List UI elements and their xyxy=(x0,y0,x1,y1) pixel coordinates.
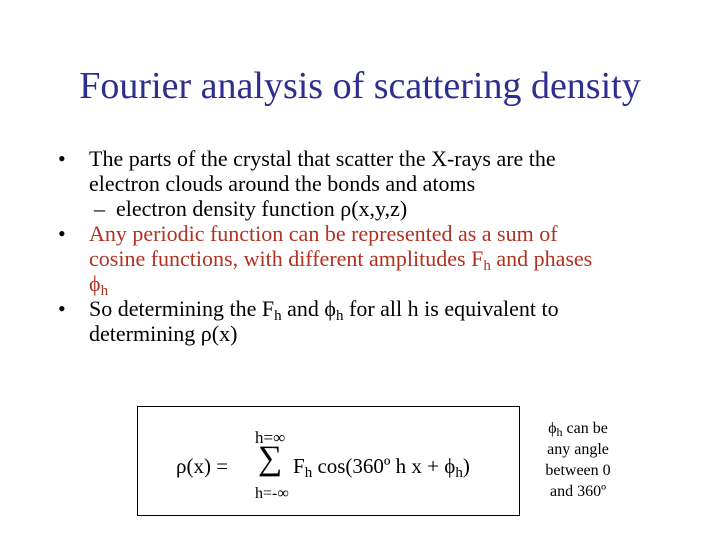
formula-rhs-b: cos(360º h x + ϕ xyxy=(312,454,456,478)
bullet-2-line-2 xyxy=(89,246,678,274)
sub-bullet-1 xyxy=(58,196,678,221)
bullet-2-line-2-a: cosine functions, with different amplitudes F xyxy=(89,246,484,271)
bullet-1-line-2: electron clouds around the bonds and atoms xyxy=(89,171,476,196)
bullet-1-line-1: The parts of the crystal that scatter the X-rays are the xyxy=(89,146,556,171)
bullet-list xyxy=(58,146,678,346)
sub-bullet-marker: – xyxy=(94,196,105,221)
bullet-3-line-1-a: So determining the F xyxy=(89,296,275,321)
bullet-3-line-1 xyxy=(89,296,678,324)
bullet-marker: • xyxy=(58,221,66,246)
slide-title: Fourier analysis of scattering density xyxy=(79,65,641,107)
formula-rhs-a: F xyxy=(293,454,305,478)
formula-box xyxy=(137,406,520,516)
bullet-3-line-1-c: for all h is equivalent to xyxy=(343,296,559,321)
bullet-1 xyxy=(58,146,678,196)
formula-upper-limit: h=∞ xyxy=(255,428,286,447)
bullet-3-subscript-2: h xyxy=(336,308,344,324)
side-note-line-1 xyxy=(533,418,623,439)
summation-sign: ∑ xyxy=(258,440,283,477)
bullet-2-line-2-b: and phases xyxy=(490,246,593,271)
sub-bullet-1-text: electron density function ρ(x,y,z) xyxy=(116,196,408,221)
bullet-3-subscript-1: h xyxy=(274,308,282,324)
side-note-line-1-rest: can be xyxy=(562,420,608,437)
formula-rhs xyxy=(293,454,470,479)
bullet-2-line-1: Any periodic function can be represented as a sum of xyxy=(89,221,558,246)
formula-lower-limit: h=-∞ xyxy=(255,485,289,502)
formula-rhs-c: ) xyxy=(462,454,470,478)
bullet-2-phi: ϕ xyxy=(89,271,101,296)
side-note xyxy=(533,418,623,502)
formula-subscript-2: h xyxy=(455,465,463,481)
bullet-3-line-1-b: and ϕ xyxy=(281,296,337,321)
bullet-marker: • xyxy=(58,146,66,171)
bullet-2-subscript-h: h xyxy=(483,258,491,274)
bullet-3 xyxy=(58,296,678,346)
side-note-line-4: and 360º xyxy=(549,483,607,500)
bullet-2-phi-subscript: h xyxy=(100,283,109,299)
bullet-2 xyxy=(58,221,678,299)
bullet-marker: • xyxy=(58,296,66,321)
formula-subscript-1: h xyxy=(304,465,313,481)
side-note-line-2: any angle xyxy=(547,441,609,458)
side-note-phi-subscript: h xyxy=(556,425,563,439)
bullet-2-line-3 xyxy=(89,271,678,299)
formula-lhs: ρ(x) = xyxy=(176,454,229,478)
bullet-3-line-2: determining ρ(x) xyxy=(89,321,238,346)
side-note-phi: ϕ xyxy=(548,420,557,437)
side-note-line-3: between 0 xyxy=(545,462,611,479)
